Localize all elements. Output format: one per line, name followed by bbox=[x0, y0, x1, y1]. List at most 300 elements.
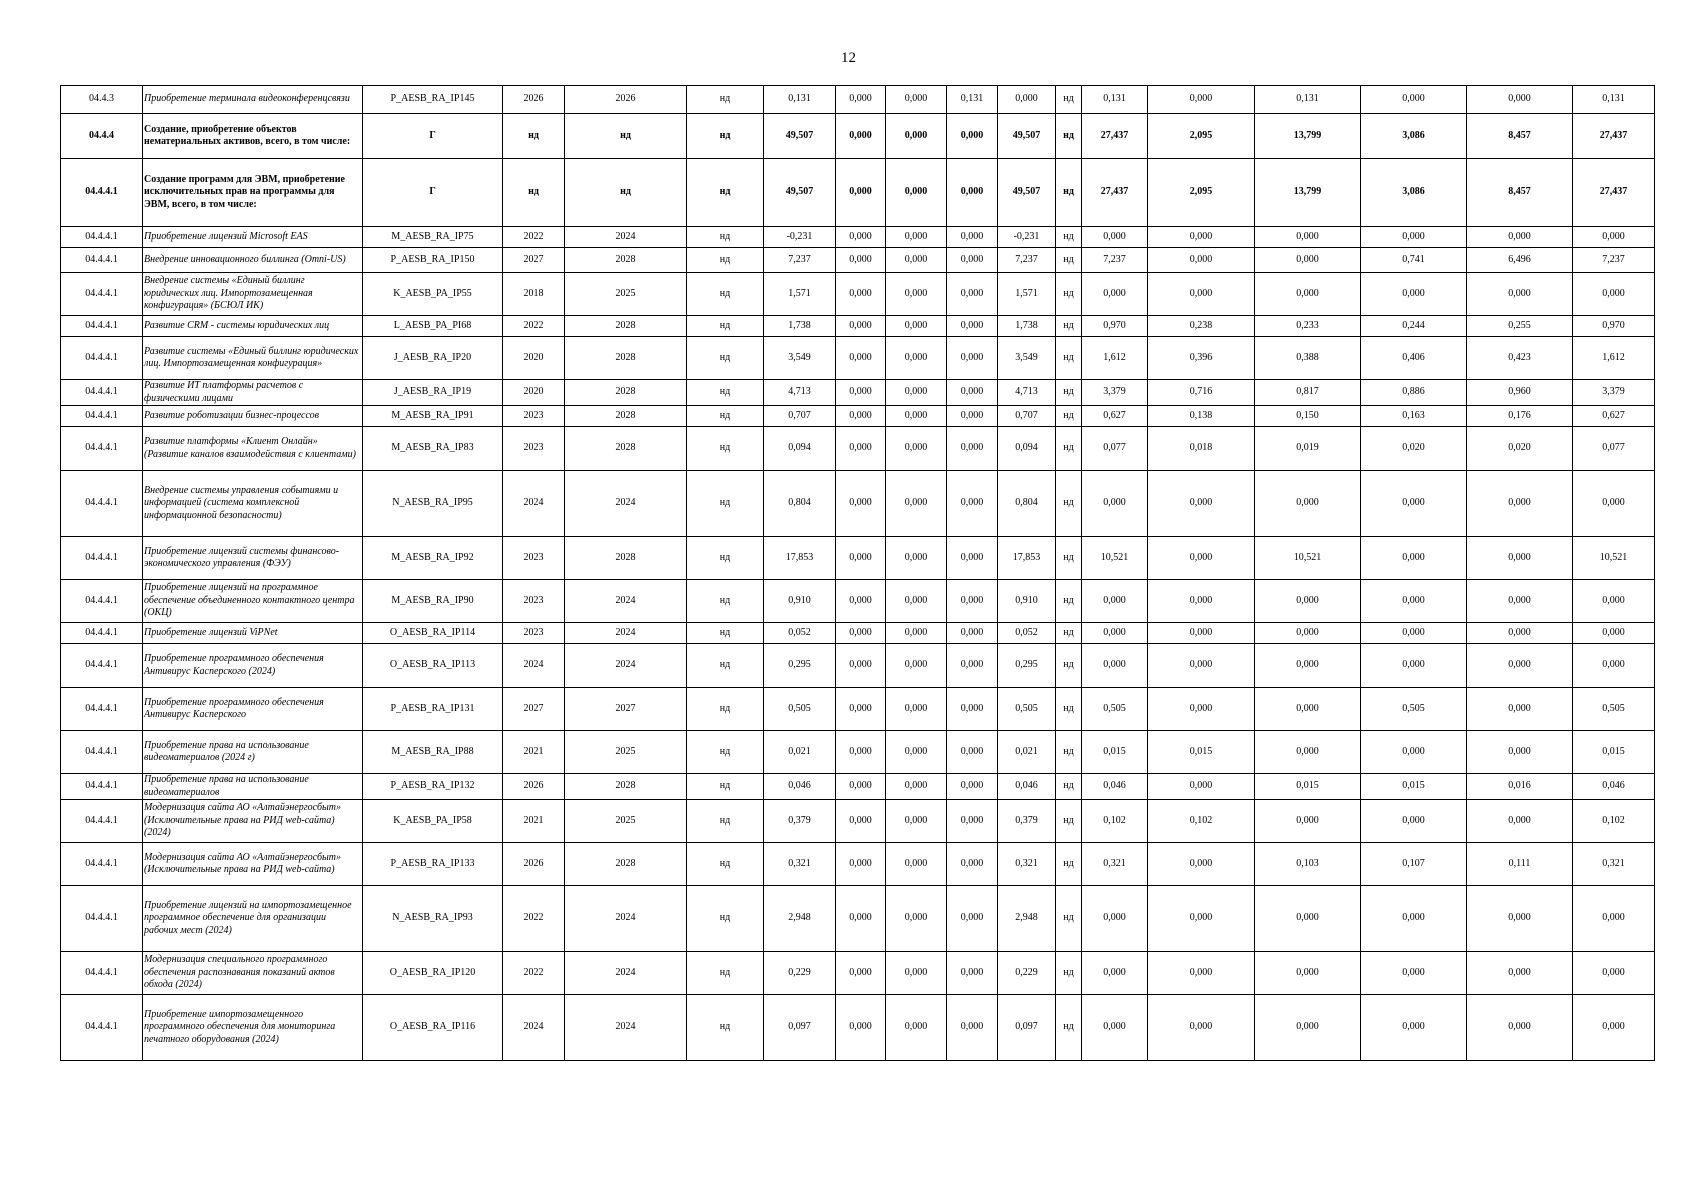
end-year: 2028 bbox=[565, 843, 687, 886]
value-9: 0,741 bbox=[1361, 248, 1467, 273]
item-name: Внедрение системы управления событиями и информацией (система комплексной информационной безопасности) bbox=[143, 471, 363, 537]
start-year: 2018 bbox=[503, 273, 565, 316]
page-number: 12 bbox=[841, 50, 856, 66]
value-10: 0,176 bbox=[1467, 406, 1573, 427]
item-name: Развитие платформы «Клиент Онлайн» (Развитие каналов взаимодействия с клиентами) bbox=[143, 427, 363, 471]
value-11: 0,000 bbox=[1573, 952, 1655, 995]
value-1: 1,571 bbox=[764, 273, 836, 316]
value-9: 0,020 bbox=[1361, 427, 1467, 471]
project-code: K_AESB_PA_IP55 bbox=[363, 273, 503, 316]
table-row bbox=[61, 995, 1655, 1061]
row-number: 04.4.4.1 bbox=[61, 774, 143, 800]
value-2: 0,000 bbox=[836, 248, 886, 273]
project-code: O_AESB_RA_IP120 bbox=[363, 952, 503, 995]
start-year: 2026 bbox=[503, 843, 565, 886]
value-8: 0,000 bbox=[1255, 273, 1361, 316]
value-3: 0,000 bbox=[886, 580, 947, 623]
value-3: 0,000 bbox=[886, 995, 947, 1061]
nd-marker-2: нд bbox=[1056, 800, 1082, 843]
start-year: 2023 bbox=[503, 623, 565, 644]
value-9: 3,086 bbox=[1361, 159, 1467, 227]
value-8: 0,000 bbox=[1255, 227, 1361, 248]
value-4: 0,000 bbox=[947, 273, 998, 316]
value-6: 27,437 bbox=[1082, 159, 1148, 227]
row-number: 04.4.4.1 bbox=[61, 316, 143, 337]
value-4: 0,000 bbox=[947, 688, 998, 731]
project-code: J_AESB_RA_IP19 bbox=[363, 380, 503, 406]
table-row bbox=[61, 800, 1655, 843]
value-1: 0,505 bbox=[764, 688, 836, 731]
nd-marker-2: нд bbox=[1056, 623, 1082, 644]
value-4: 0,000 bbox=[947, 623, 998, 644]
nd-marker: нд bbox=[687, 731, 764, 774]
value-6: 0,000 bbox=[1082, 227, 1148, 248]
row-number: 04.4.4.1 bbox=[61, 248, 143, 273]
value-5: 0,379 bbox=[998, 800, 1056, 843]
nd-marker-2: нд bbox=[1056, 337, 1082, 380]
nd-marker-2: нд bbox=[1056, 731, 1082, 774]
table-row bbox=[61, 406, 1655, 427]
value-3: 0,000 bbox=[886, 114, 947, 159]
table-row bbox=[61, 688, 1655, 731]
value-7: 0,000 bbox=[1148, 843, 1255, 886]
value-5: 3,549 bbox=[998, 337, 1056, 380]
value-5: 0,505 bbox=[998, 688, 1056, 731]
value-10: 0,000 bbox=[1467, 886, 1573, 952]
start-year: 2027 bbox=[503, 688, 565, 731]
value-1: 0,094 bbox=[764, 427, 836, 471]
table-row bbox=[61, 427, 1655, 471]
value-10: 0,000 bbox=[1467, 731, 1573, 774]
nd-marker: нд bbox=[687, 774, 764, 800]
value-6: 0,000 bbox=[1082, 580, 1148, 623]
value-11: 0,970 bbox=[1573, 316, 1655, 337]
value-3: 0,000 bbox=[886, 159, 947, 227]
start-year: 2020 bbox=[503, 337, 565, 380]
value-2: 0,000 bbox=[836, 644, 886, 688]
nd-marker: нд bbox=[687, 248, 764, 273]
item-name: Развитие CRM - системы юридических лиц bbox=[143, 316, 363, 337]
end-year: 2028 bbox=[565, 380, 687, 406]
value-11: 0,000 bbox=[1573, 995, 1655, 1061]
project-code: N_AESB_RA_IP93 bbox=[363, 886, 503, 952]
value-6: 1,612 bbox=[1082, 337, 1148, 380]
value-10: 0,111 bbox=[1467, 843, 1573, 886]
value-6: 0,000 bbox=[1082, 995, 1148, 1061]
start-year: 2022 bbox=[503, 227, 565, 248]
value-4: 0,000 bbox=[947, 406, 998, 427]
value-7: 0,238 bbox=[1148, 316, 1255, 337]
value-4: 0,000 bbox=[947, 580, 998, 623]
row-number: 04.4.4.1 bbox=[61, 580, 143, 623]
project-code: P_AESB_RA_IP133 bbox=[363, 843, 503, 886]
value-11: 0,000 bbox=[1573, 623, 1655, 644]
nd-marker-2: нд bbox=[1056, 580, 1082, 623]
table-row bbox=[61, 471, 1655, 537]
value-4: 0,000 bbox=[947, 843, 998, 886]
start-year: 2026 bbox=[503, 774, 565, 800]
value-6: 10,521 bbox=[1082, 537, 1148, 580]
value-8: 0,000 bbox=[1255, 731, 1361, 774]
value-8: 0,000 bbox=[1255, 952, 1361, 995]
value-11: 1,612 bbox=[1573, 337, 1655, 380]
project-code: M_AESB_RA_IP91 bbox=[363, 406, 503, 427]
value-1: 0,910 bbox=[764, 580, 836, 623]
end-year: 2028 bbox=[565, 537, 687, 580]
value-3: 0,000 bbox=[886, 406, 947, 427]
value-2: 0,000 bbox=[836, 380, 886, 406]
value-4: 0,000 bbox=[947, 774, 998, 800]
project-code: M_AESB_RA_IP92 bbox=[363, 537, 503, 580]
value-1: 4,713 bbox=[764, 380, 836, 406]
start-year: 2021 bbox=[503, 731, 565, 774]
value-11: 0,000 bbox=[1573, 273, 1655, 316]
value-2: 0,000 bbox=[836, 995, 886, 1061]
value-11: 27,437 bbox=[1573, 159, 1655, 227]
value-7: 0,000 bbox=[1148, 537, 1255, 580]
value-4: 0,000 bbox=[947, 800, 998, 843]
end-year: 2025 bbox=[565, 273, 687, 316]
value-6: 27,437 bbox=[1082, 114, 1148, 159]
value-4: 0,000 bbox=[947, 114, 998, 159]
end-year: 2028 bbox=[565, 337, 687, 380]
row-number: 04.4.4.1 bbox=[61, 952, 143, 995]
nd-marker-2: нд bbox=[1056, 995, 1082, 1061]
value-10: 6,496 bbox=[1467, 248, 1573, 273]
value-3: 0,000 bbox=[886, 273, 947, 316]
value-2: 0,000 bbox=[836, 406, 886, 427]
value-4: 0,000 bbox=[947, 380, 998, 406]
table-row bbox=[61, 644, 1655, 688]
value-7: 0,015 bbox=[1148, 731, 1255, 774]
value-3: 0,000 bbox=[886, 623, 947, 644]
nd-marker: нд bbox=[687, 86, 764, 114]
start-year: 2022 bbox=[503, 316, 565, 337]
nd-marker: нд bbox=[687, 688, 764, 731]
end-year: 2024 bbox=[565, 580, 687, 623]
value-3: 0,000 bbox=[886, 337, 947, 380]
start-year: 2022 bbox=[503, 952, 565, 995]
nd-marker-2: нд bbox=[1056, 316, 1082, 337]
value-6: 0,131 bbox=[1082, 86, 1148, 114]
table-row bbox=[61, 273, 1655, 316]
project-code: J_AESB_RA_IP20 bbox=[363, 337, 503, 380]
value-11: 0,015 bbox=[1573, 731, 1655, 774]
start-year: нд bbox=[503, 114, 565, 159]
value-10: 0,000 bbox=[1467, 537, 1573, 580]
value-8: 0,000 bbox=[1255, 644, 1361, 688]
value-2: 0,000 bbox=[836, 159, 886, 227]
table-body bbox=[61, 86, 1655, 1061]
row-number: 04.4.4.1 bbox=[61, 843, 143, 886]
value-1: 2,948 bbox=[764, 886, 836, 952]
value-9: 0,000 bbox=[1361, 537, 1467, 580]
value-5: 0,321 bbox=[998, 843, 1056, 886]
item-name: Приобретение программного обеспечения Антивирус Касперского (2024) bbox=[143, 644, 363, 688]
value-2: 0,000 bbox=[836, 623, 886, 644]
value-6: 0,970 bbox=[1082, 316, 1148, 337]
value-6: 0,000 bbox=[1082, 273, 1148, 316]
value-11: 0,046 bbox=[1573, 774, 1655, 800]
nd-marker: нд bbox=[687, 114, 764, 159]
value-8: 0,000 bbox=[1255, 580, 1361, 623]
project-code: P_AESB_RA_IP131 bbox=[363, 688, 503, 731]
value-7: 0,000 bbox=[1148, 774, 1255, 800]
start-year: 2021 bbox=[503, 800, 565, 843]
value-8: 0,000 bbox=[1255, 471, 1361, 537]
nd-marker-2: нд bbox=[1056, 537, 1082, 580]
item-name: Приобретение лицензий Microsoft EAS bbox=[143, 227, 363, 248]
value-2: 0,000 bbox=[836, 731, 886, 774]
item-name: Приобретение программного обеспечения Антивирус Касперского bbox=[143, 688, 363, 731]
value-5: 0,295 bbox=[998, 644, 1056, 688]
value-2: 0,000 bbox=[836, 227, 886, 248]
value-11: 7,237 bbox=[1573, 248, 1655, 273]
value-7: 0,396 bbox=[1148, 337, 1255, 380]
project-code: M_AESB_RA_IP83 bbox=[363, 427, 503, 471]
value-4: 0,000 bbox=[947, 886, 998, 952]
value-6: 0,102 bbox=[1082, 800, 1148, 843]
value-11: 0,000 bbox=[1573, 886, 1655, 952]
value-6: 0,000 bbox=[1082, 471, 1148, 537]
item-name: Приобретение лицензий на программное обеспечение объединенного контактного центра (ОКЦ) bbox=[143, 580, 363, 623]
table-row bbox=[61, 580, 1655, 623]
value-5: 0,910 bbox=[998, 580, 1056, 623]
table-row bbox=[61, 159, 1655, 227]
end-year: 2028 bbox=[565, 406, 687, 427]
value-5: 0,229 bbox=[998, 952, 1056, 995]
value-2: 0,000 bbox=[836, 537, 886, 580]
start-year: 2024 bbox=[503, 995, 565, 1061]
value-7: 0,018 bbox=[1148, 427, 1255, 471]
row-number: 04.4.4.1 bbox=[61, 273, 143, 316]
row-number: 04.4.4.1 bbox=[61, 886, 143, 952]
project-code: O_AESB_RA_IP116 bbox=[363, 995, 503, 1061]
value-5: 0,052 bbox=[998, 623, 1056, 644]
end-year: 2027 bbox=[565, 688, 687, 731]
nd-marker: нд bbox=[687, 580, 764, 623]
value-10: 0,255 bbox=[1467, 316, 1573, 337]
value-10: 0,000 bbox=[1467, 273, 1573, 316]
row-number: 04.4.4.1 bbox=[61, 644, 143, 688]
table-row bbox=[61, 227, 1655, 248]
row-number: 04.4.4 bbox=[61, 114, 143, 159]
value-3: 0,000 bbox=[886, 316, 947, 337]
value-6: 0,000 bbox=[1082, 644, 1148, 688]
start-year: нд bbox=[503, 159, 565, 227]
row-number: 04.4.4.1 bbox=[61, 406, 143, 427]
value-9: 0,000 bbox=[1361, 580, 1467, 623]
end-year: 2025 bbox=[565, 731, 687, 774]
value-6: 7,237 bbox=[1082, 248, 1148, 273]
value-11: 3,379 bbox=[1573, 380, 1655, 406]
value-6: 0,077 bbox=[1082, 427, 1148, 471]
value-11: 0,000 bbox=[1573, 644, 1655, 688]
value-2: 0,000 bbox=[836, 688, 886, 731]
nd-marker-2: нд bbox=[1056, 227, 1082, 248]
value-4: 0,000 bbox=[947, 248, 998, 273]
nd-marker-2: нд bbox=[1056, 406, 1082, 427]
project-code: L_AESB_PA_PI68 bbox=[363, 316, 503, 337]
value-9: 0,000 bbox=[1361, 273, 1467, 316]
start-year: 2023 bbox=[503, 537, 565, 580]
end-year: нд bbox=[565, 114, 687, 159]
value-8: 0,000 bbox=[1255, 623, 1361, 644]
row-number: 04.4.4.1 bbox=[61, 800, 143, 843]
value-9: 0,886 bbox=[1361, 380, 1467, 406]
value-4: 0,000 bbox=[947, 159, 998, 227]
value-10: 8,457 bbox=[1467, 159, 1573, 227]
nd-marker-2: нд bbox=[1056, 471, 1082, 537]
value-8: 0,817 bbox=[1255, 380, 1361, 406]
value-9: 0,000 bbox=[1361, 800, 1467, 843]
end-year: 2026 bbox=[565, 86, 687, 114]
value-10: 0,000 bbox=[1467, 623, 1573, 644]
value-4: 0,000 bbox=[947, 471, 998, 537]
row-number: 04.4.4.1 bbox=[61, 731, 143, 774]
value-6: 0,000 bbox=[1082, 623, 1148, 644]
value-1: 17,853 bbox=[764, 537, 836, 580]
value-10: 0,000 bbox=[1467, 688, 1573, 731]
value-5: 7,237 bbox=[998, 248, 1056, 273]
item-name: Приобретение лицензий на импортозамещенное программное обеспечение для организации рабочих мест (2024) bbox=[143, 886, 363, 952]
value-8: 0,000 bbox=[1255, 688, 1361, 731]
value-2: 0,000 bbox=[836, 774, 886, 800]
end-year: 2024 bbox=[565, 644, 687, 688]
value-1: 0,131 bbox=[764, 86, 836, 114]
value-4: 0,000 bbox=[947, 537, 998, 580]
end-year: 2028 bbox=[565, 427, 687, 471]
value-3: 0,000 bbox=[886, 644, 947, 688]
value-8: 0,388 bbox=[1255, 337, 1361, 380]
value-2: 0,000 bbox=[836, 86, 886, 114]
value-3: 0,000 bbox=[886, 427, 947, 471]
value-3: 0,000 bbox=[886, 227, 947, 248]
value-1: 0,097 bbox=[764, 995, 836, 1061]
nd-marker-2: нд bbox=[1056, 159, 1082, 227]
value-9: 0,107 bbox=[1361, 843, 1467, 886]
value-1: 0,021 bbox=[764, 731, 836, 774]
row-number: 04.4.3 bbox=[61, 86, 143, 114]
value-5: 2,948 bbox=[998, 886, 1056, 952]
item-name: Приобретение права на использование видеоматериалов bbox=[143, 774, 363, 800]
nd-marker: нд bbox=[687, 471, 764, 537]
value-1: 49,507 bbox=[764, 159, 836, 227]
value-7: 2,095 bbox=[1148, 114, 1255, 159]
table-row bbox=[61, 774, 1655, 800]
row-number: 04.4.4.1 bbox=[61, 471, 143, 537]
project-code: M_AESB_RA_IP90 bbox=[363, 580, 503, 623]
value-6: 0,000 bbox=[1082, 952, 1148, 995]
nd-marker: нд bbox=[687, 537, 764, 580]
row-number: 04.4.4.1 bbox=[61, 159, 143, 227]
value-7: 0,000 bbox=[1148, 248, 1255, 273]
value-7: 0,716 bbox=[1148, 380, 1255, 406]
nd-marker-2: нд bbox=[1056, 86, 1082, 114]
value-5: 1,571 bbox=[998, 273, 1056, 316]
row-number: 04.4.4.1 bbox=[61, 427, 143, 471]
nd-marker-2: нд bbox=[1056, 427, 1082, 471]
value-7: 0,000 bbox=[1148, 227, 1255, 248]
end-year: 2024 bbox=[565, 471, 687, 537]
value-1: 3,549 bbox=[764, 337, 836, 380]
nd-marker: нд bbox=[687, 886, 764, 952]
table-row bbox=[61, 380, 1655, 406]
end-year: 2028 bbox=[565, 248, 687, 273]
value-9: 0,163 bbox=[1361, 406, 1467, 427]
value-7: 0,138 bbox=[1148, 406, 1255, 427]
nd-marker: нд bbox=[687, 995, 764, 1061]
project-code: P_AESB_RA_IP132 bbox=[363, 774, 503, 800]
end-year: нд bbox=[565, 159, 687, 227]
start-year: 2023 bbox=[503, 406, 565, 427]
value-11: 0,000 bbox=[1573, 227, 1655, 248]
value-9: 0,000 bbox=[1361, 623, 1467, 644]
item-name: Приобретение лицензий ViPNet bbox=[143, 623, 363, 644]
value-3: 0,000 bbox=[886, 380, 947, 406]
table-row bbox=[61, 886, 1655, 952]
value-7: 0,000 bbox=[1148, 886, 1255, 952]
value-1: 0,379 bbox=[764, 800, 836, 843]
value-3: 0,000 bbox=[886, 537, 947, 580]
value-11: 0,131 bbox=[1573, 86, 1655, 114]
value-4: 0,000 bbox=[947, 337, 998, 380]
value-5: 0,021 bbox=[998, 731, 1056, 774]
value-1: 0,321 bbox=[764, 843, 836, 886]
value-7: 0,000 bbox=[1148, 688, 1255, 731]
item-name: Приобретение терминала видеоконференцсвязи bbox=[143, 86, 363, 114]
value-7: 0,102 bbox=[1148, 800, 1255, 843]
table-row bbox=[61, 86, 1655, 114]
value-6: 0,321 bbox=[1082, 843, 1148, 886]
value-2: 0,000 bbox=[836, 952, 886, 995]
value-10: 0,000 bbox=[1467, 227, 1573, 248]
start-year: 2023 bbox=[503, 427, 565, 471]
item-name: Создание программ для ЭВМ, приобретение исключительных прав на программы для ЭВМ, всего, в том числе: bbox=[143, 159, 363, 227]
start-year: 2026 bbox=[503, 86, 565, 114]
row-number: 04.4.4.1 bbox=[61, 688, 143, 731]
end-year: 2024 bbox=[565, 886, 687, 952]
value-3: 0,000 bbox=[886, 731, 947, 774]
value-8: 10,521 bbox=[1255, 537, 1361, 580]
project-code: O_AESB_RA_IP113 bbox=[363, 644, 503, 688]
value-10: 0,016 bbox=[1467, 774, 1573, 800]
nd-marker: нд bbox=[687, 380, 764, 406]
row-number: 04.4.4.1 bbox=[61, 995, 143, 1061]
value-8: 0,000 bbox=[1255, 886, 1361, 952]
value-9: 0,000 bbox=[1361, 227, 1467, 248]
project-code: Г bbox=[363, 114, 503, 159]
value-3: 0,000 bbox=[886, 86, 947, 114]
start-year: 2024 bbox=[503, 644, 565, 688]
value-5: 0,046 bbox=[998, 774, 1056, 800]
nd-marker-2: нд bbox=[1056, 248, 1082, 273]
value-10: 0,423 bbox=[1467, 337, 1573, 380]
value-3: 0,000 bbox=[886, 774, 947, 800]
value-6: 0,046 bbox=[1082, 774, 1148, 800]
nd-marker: нд bbox=[687, 623, 764, 644]
value-11: 0,102 bbox=[1573, 800, 1655, 843]
value-8: 0,000 bbox=[1255, 248, 1361, 273]
nd-marker: нд bbox=[687, 952, 764, 995]
project-code: P_AESB_RA_IP145 bbox=[363, 86, 503, 114]
value-2: 0,000 bbox=[836, 273, 886, 316]
nd-marker: нд bbox=[687, 227, 764, 248]
value-4: 0,000 bbox=[947, 316, 998, 337]
end-year: 2024 bbox=[565, 995, 687, 1061]
end-year: 2024 bbox=[565, 952, 687, 995]
value-11: 10,521 bbox=[1573, 537, 1655, 580]
